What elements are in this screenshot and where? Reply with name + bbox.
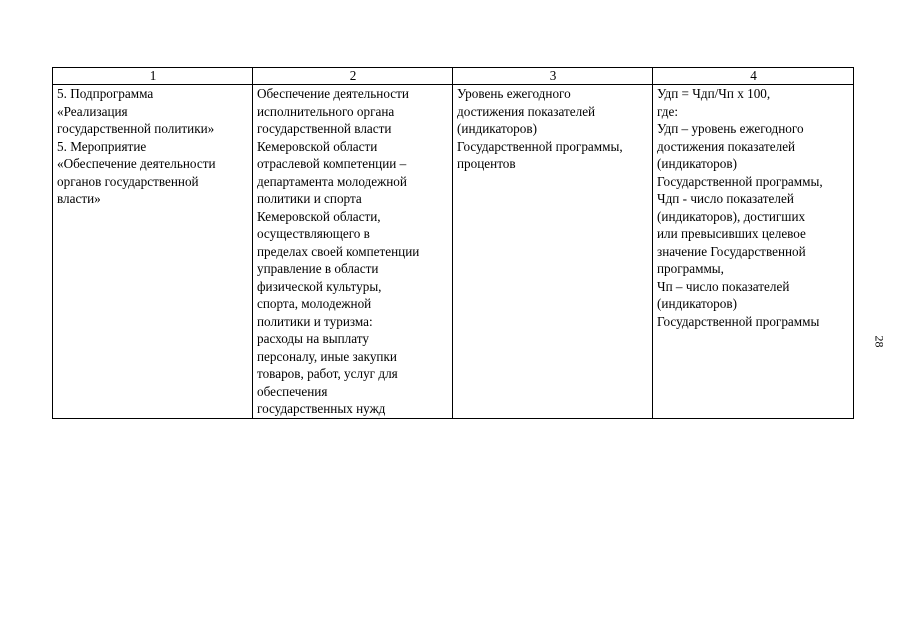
cell-line: Удп = Чдп/Чп х 100, [657, 86, 771, 101]
table-row [53, 85, 854, 419]
cell-line: где: [657, 103, 678, 119]
cell-line: 5. Мероприятие [57, 138, 147, 154]
cell-line: значение Государственной [657, 243, 806, 259]
cell-line: 5. Подпрограмма [57, 86, 154, 101]
cell-line: пределах своей компетенции [257, 243, 420, 259]
cell-line: достижения показателей [657, 138, 796, 154]
cell-line: органов государственной [57, 173, 199, 189]
cell-line: Чп – число показателей [657, 278, 790, 294]
cell-line: обеспечения [257, 383, 328, 399]
cell-line: (индикаторов), достигших [657, 208, 806, 224]
cell-line: власти» [57, 191, 101, 206]
cell-line: государственных нужд [257, 401, 386, 416]
cell-line: Кемеровской области, [257, 208, 381, 224]
cell-line: исполнительного органа [257, 103, 395, 119]
cell-line: (индикаторов) [657, 296, 737, 311]
cell-line: государственной власти [257, 121, 392, 136]
cell-line: Государственной программы, [657, 173, 823, 189]
cell-indicator [453, 85, 653, 419]
cell-line: достижения показателей [457, 103, 596, 119]
cell-line: (индикаторов) [657, 156, 737, 171]
cell-line: физической культуры, [257, 278, 382, 294]
cell-line: «Реализация [57, 103, 128, 119]
document-table [52, 67, 854, 419]
cell-line: расходы на выплату [257, 331, 369, 346]
cell-line: управление в области [257, 261, 379, 276]
cell-line: (индикаторов) [457, 121, 537, 136]
cell-line: программы, [657, 261, 724, 276]
cell-line: процентов [457, 156, 516, 171]
cell-line: Обеспечение деятельности [257, 86, 409, 101]
cell-line: государственной политики» [57, 121, 215, 136]
column-header-1: 1 [53, 68, 253, 85]
cell-line: товаров, работ, услуг для [257, 366, 398, 381]
page-number: 28 [872, 335, 887, 348]
cell-line: персоналу, иные закупки [257, 348, 397, 364]
column-header-4: 4 [653, 68, 854, 85]
cell-line: спорта, молодежной [257, 296, 372, 311]
cell-line: Государственной программы, [457, 138, 623, 154]
cell-line: департамента молодежной [257, 173, 407, 189]
cell-line: Кемеровской области [257, 138, 378, 154]
cell-line: «Обеспечение деятельности [57, 156, 216, 171]
table-header-row [53, 68, 854, 85]
cell-line: отраслевой компетенции – [257, 156, 407, 171]
cell-description [253, 85, 453, 419]
cell-line: Государственной программы [657, 313, 820, 329]
cell-line: Удп – уровень ежегодного [657, 121, 804, 136]
cell-line: или превысивших целевое [657, 226, 806, 241]
column-header-3: 3 [453, 68, 653, 85]
cell-line: политики и спорта [257, 191, 362, 206]
cell-line: Уровень ежегодного [457, 86, 571, 101]
cell-line: политики и туризма: [257, 313, 373, 329]
cell-line: Чдп - число показателей [657, 191, 794, 206]
column-header-2: 2 [253, 68, 453, 85]
cell-line: осуществляющего в [257, 226, 370, 241]
cell-formula [653, 85, 854, 419]
cell-subprogram [53, 85, 253, 419]
